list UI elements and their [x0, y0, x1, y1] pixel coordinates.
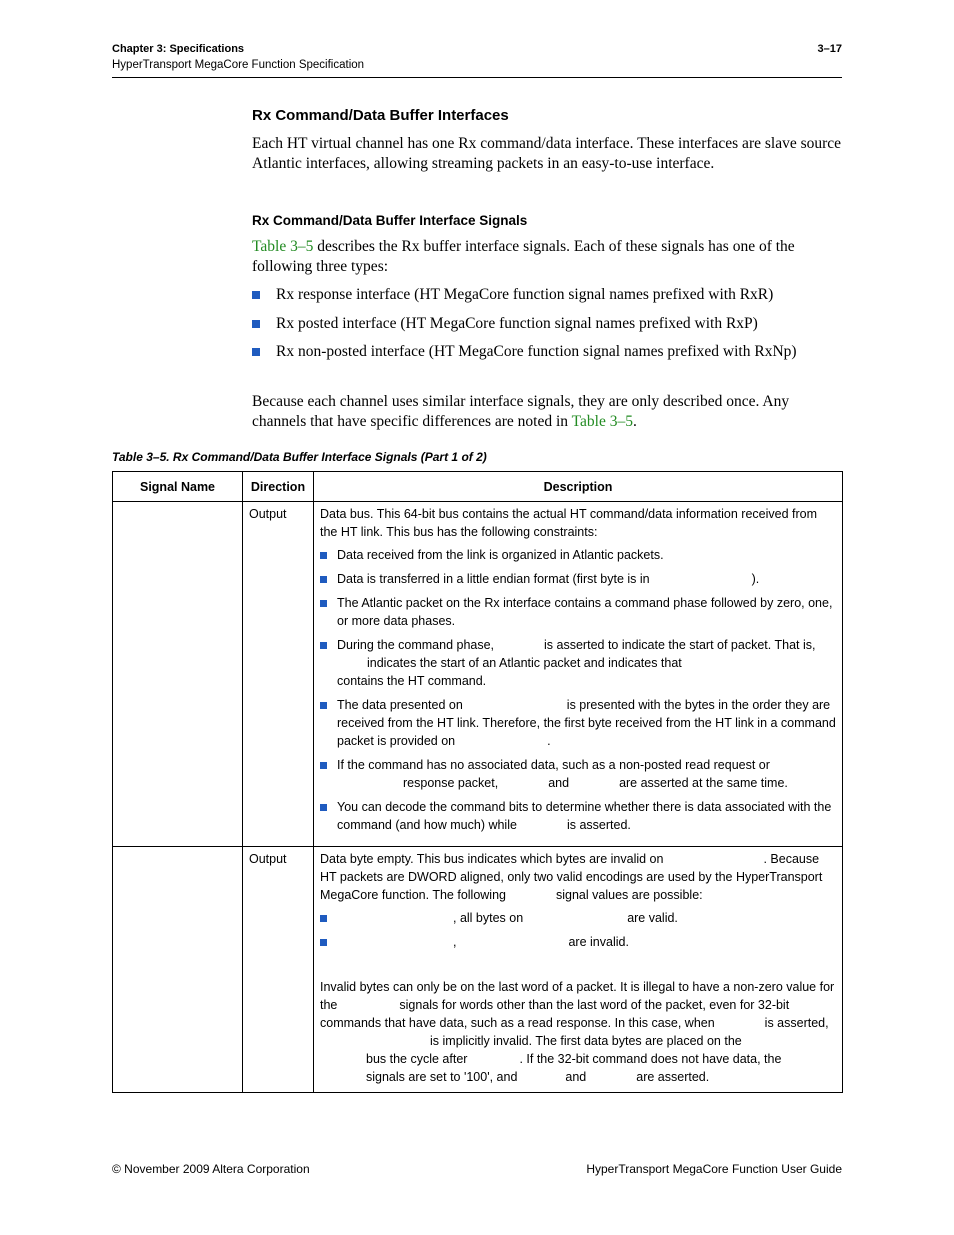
square-bullet-icon — [252, 348, 260, 356]
list-item: The data presented on is presented with the bytes in the order they are received from the HT link. Therefore, the first byte received from the HT link in a command packet is provided on . — [320, 696, 836, 750]
square-bullet-icon — [320, 915, 327, 922]
list-item: , all bytes on are valid. — [320, 909, 836, 927]
running-header-chapter: Chapter 3: Specifications — [112, 43, 245, 55]
section-intro: Each HT virtual channel has one Rx command/data interface. These interfaces are slave source Atlantic interfaces, allowing streaming packets in an easy-to-use interface. — [252, 135, 842, 172]
header-rule — [112, 77, 842, 78]
list-item: Data is transferred in a little endian format (first byte is in ). — [320, 570, 836, 588]
column-header-description: Description — [314, 472, 843, 502]
signal-name-cell — [113, 847, 243, 1093]
table-3-5-link[interactable]: Table 3–5 — [252, 238, 314, 255]
subsection-intro: Table 3–5 describes the Rx buffer interface signals. Each of these signals has one of the following three types: — [252, 238, 795, 275]
description-cell — [314, 847, 843, 1093]
column-header-signal-name: Signal Name — [113, 472, 243, 502]
list-item: The Atlantic packet on the Rx interface contains a command phase followed by zero, one, or more data phases. — [320, 594, 836, 630]
footer-guide-title: HyperTransport MegaCore Function User Guide — [586, 1162, 842, 1176]
subsection-closing: Because each channel uses similar interface signals, they are only described once. Any channels that have specific differences are noted in Table 3–5. — [252, 393, 790, 430]
footer-copyright: © November 2009 Altera Corporation — [112, 1162, 310, 1176]
list-item: , are invalid. — [320, 933, 836, 951]
page-number: 3–17 — [817, 43, 842, 55]
table-caption: Table 3–5. Rx Command/Data Buffer Interface Signals (Part 1 of 2) — [112, 450, 487, 464]
list-item: During the command phase, is asserted to indicate the start of packet. That is, indicates the start of an Atlantic packet and indicates that contains the HT command. — [320, 636, 836, 690]
description-cell — [314, 502, 843, 847]
table-row — [113, 502, 843, 847]
list-item: Rx response interface (HT MegaCore function signal names prefixed with RxR) — [252, 285, 844, 305]
description-note: Invalid bytes can only be on the last word of a packet. It is illegal to have a non-zero value for the signals for words other than the last word of the packet, even for 32-bit commands that have data, such as a read response. In this case, when is asserted,is implicitly invalid. The first data bytes are placed on the bus the cycle after . If the 32-bit command does not have data, the signals are set to '100', and and are asserted. — [320, 980, 835, 1084]
encoding-list — [320, 909, 836, 951]
square-bullet-icon — [252, 320, 260, 328]
square-bullet-icon — [320, 600, 327, 607]
constraint-list — [320, 546, 836, 834]
table-3-5-link[interactable]: Table 3–5 — [571, 412, 633, 430]
description-intro: Data byte empty. This bus indicates which bytes are invalid on . Because HT packets are DWORD aligned, only two valid encodings are used by the HyperTransport MegaCore function. The following signal values are possible: — [320, 852, 823, 902]
signal-type-list — [252, 285, 844, 371]
subsection-title: Rx Command/Data Buffer Interface Signals — [252, 213, 528, 228]
signal-name-cell — [113, 502, 243, 847]
signal-table — [112, 471, 843, 1093]
list-item: You can decode the command bits to determine whether there is data associated with the command (and how much) while is asserted. — [320, 798, 836, 834]
table-header-row — [113, 472, 843, 502]
running-header-subtitle: HyperTransport MegaCore Function Specification — [112, 59, 365, 71]
square-bullet-icon — [320, 552, 327, 559]
list-item: Rx posted interface (HT MegaCore function signal names prefixed with RxP) — [252, 314, 844, 334]
table-row — [113, 847, 843, 1093]
square-bullet-icon — [320, 576, 327, 583]
square-bullet-icon — [320, 939, 327, 946]
section-title: Rx Command/Data Buffer Interfaces — [252, 107, 509, 124]
direction-cell: Output — [243, 847, 314, 1093]
list-item: If the command has no associated data, such as a non-posted read request or response packet, and are asserted at the same time. — [320, 756, 836, 792]
list-item: Data received from the link is organized in Atlantic packets. — [320, 546, 836, 564]
list-item: Rx non-posted interface (HT MegaCore function signal names prefixed with RxNp) — [252, 342, 844, 362]
square-bullet-icon — [252, 291, 260, 299]
description-intro: Data bus. This 64-bit bus contains the actual HT command/data information received from the HT link. This bus has the following constraints: — [320, 507, 818, 539]
square-bullet-icon — [320, 702, 327, 709]
square-bullet-icon — [320, 804, 327, 811]
square-bullet-icon — [320, 762, 327, 769]
square-bullet-icon — [320, 642, 327, 649]
direction-cell: Output — [243, 502, 314, 847]
column-header-direction: Direction — [243, 472, 314, 502]
